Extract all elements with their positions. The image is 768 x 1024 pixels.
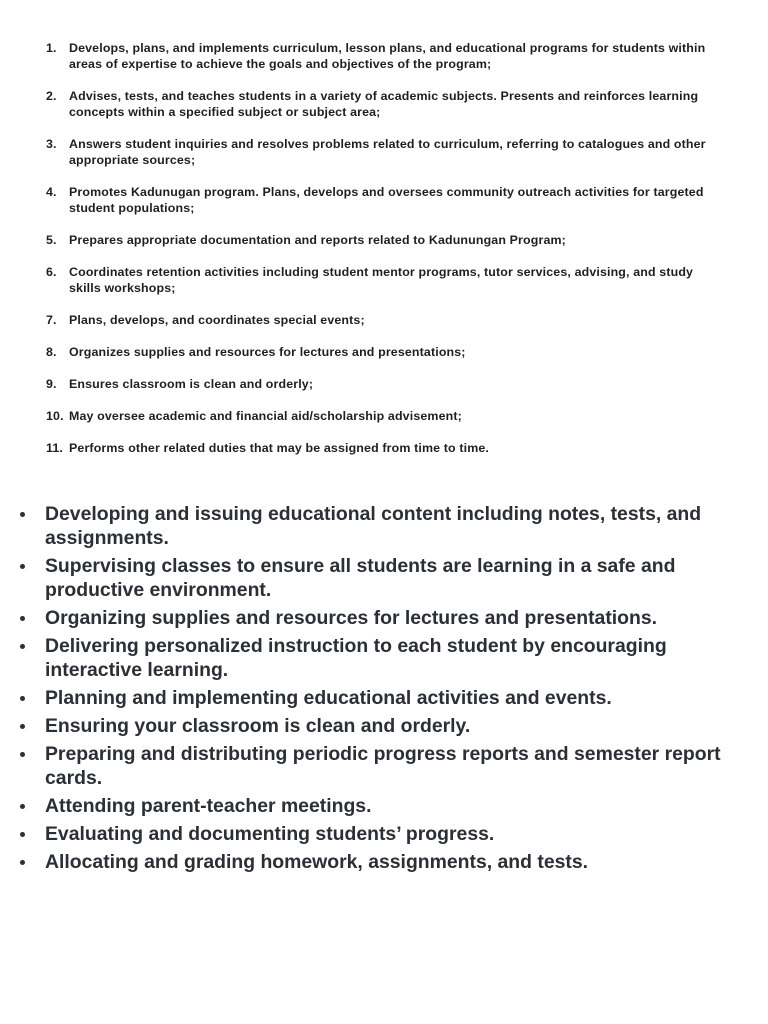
- duties-numbered-list: [0, 40, 768, 472]
- duty-number: 3.: [46, 137, 57, 151]
- duty-item: [0, 184, 768, 216]
- duty-number: 5.: [46, 233, 57, 247]
- bullet-icon: [20, 512, 25, 517]
- responsibility-item: [0, 850, 768, 874]
- duty-item: [0, 264, 768, 296]
- responsibility-text: Planning and implementing educational activities and events.: [45, 687, 612, 709]
- duty-number: 8.: [46, 345, 57, 359]
- responsibility-text: Organizing supplies and resources for lectures and presentations.: [45, 607, 658, 629]
- duty-text: Plans, develops, and coordinates special events;: [69, 313, 365, 327]
- responsibility-text: Ensuring your classroom is clean and orderly.: [45, 715, 471, 737]
- duty-item: [0, 344, 768, 360]
- duty-item: [0, 232, 768, 248]
- duty-number: 2.: [46, 89, 57, 103]
- responsibility-item: [0, 714, 768, 738]
- duty-text: Promotes Kadunugan program. Plans, develops and oversees community outreach activities for targeted student populations;: [69, 185, 704, 215]
- duty-number: 11.: [46, 441, 63, 455]
- responsibility-text: Attending parent-teacher meetings.: [45, 795, 372, 817]
- duty-number: 4.: [46, 185, 57, 199]
- bullet-icon: [20, 752, 25, 757]
- responsibility-text: Delivering personalized instruction to each student by encouraging interactive learning.: [45, 635, 667, 681]
- responsibility-item: [0, 634, 768, 682]
- duty-text: Performs other related duties that may be assigned from time to time.: [69, 441, 490, 455]
- duty-item: [0, 376, 768, 392]
- responsibility-text: Evaluating and documenting students’ progress.: [45, 823, 495, 845]
- responsibility-item: [0, 606, 768, 630]
- duty-number: 10.: [46, 409, 64, 423]
- duty-text: Advises, tests, and teaches students in a variety of academic subjects. Presents and reinforces learning concepts within a specified subject or subject area;: [69, 89, 699, 119]
- bullet-icon: [20, 724, 25, 729]
- duty-item: [0, 312, 768, 328]
- bullet-icon: [20, 616, 25, 621]
- bullet-icon: [20, 644, 25, 649]
- duty-number: 9.: [46, 377, 57, 391]
- responsibility-item: [0, 794, 768, 818]
- bullet-icon: [20, 804, 25, 809]
- duty-text: Organizes supplies and resources for lectures and presentations;: [69, 345, 466, 359]
- responsibility-item: [0, 502, 768, 550]
- responsibility-text: Developing and issuing educational content including notes, tests, and assignments.: [45, 503, 702, 549]
- duty-text: Coordinates retention activities including student mentor programs, tutor services, advising, and study skills workshops;: [69, 265, 694, 295]
- duty-item: [0, 88, 768, 120]
- duty-item: [0, 408, 768, 424]
- duty-number: 1.: [46, 41, 57, 55]
- responsibility-item: [0, 686, 768, 710]
- duty-item: [0, 136, 768, 168]
- responsibility-item: [0, 822, 768, 846]
- responsibilities-bullet-list: [0, 502, 768, 878]
- duty-text: Answers student inquiries and resolves problems related to curriculum, referring to catalogues and other appropriate sources;: [69, 137, 706, 167]
- duty-number: 6.: [46, 265, 57, 279]
- bullet-icon: [20, 696, 25, 701]
- responsibility-text: Supervising classes to ensure all students are learning in a safe and productive environment.: [45, 555, 676, 601]
- responsibility-item: [0, 554, 768, 602]
- responsibility-item: [0, 742, 768, 790]
- bullet-icon: [20, 564, 25, 569]
- duty-item: [0, 440, 768, 456]
- duty-text: Ensures classroom is clean and orderly;: [69, 377, 314, 391]
- duty-item: [0, 40, 768, 72]
- bullet-icon: [20, 860, 25, 865]
- responsibility-text: Preparing and distributing periodic progress reports and semester report cards.: [45, 743, 721, 789]
- bullet-icon: [20, 832, 25, 837]
- duty-number: 7.: [46, 313, 57, 327]
- duty-text: Develops, plans, and implements curriculum, lesson plans, and educational programs for students within areas of expertise to achieve the goals and objectives of the program;: [69, 41, 706, 71]
- duty-text: May oversee academic and financial aid/scholarship advisement;: [69, 409, 462, 423]
- duty-text: Prepares appropriate documentation and reports related to Kadunungan Program;: [69, 233, 566, 247]
- responsibility-text: Allocating and grading homework, assignments, and tests.: [45, 851, 589, 873]
